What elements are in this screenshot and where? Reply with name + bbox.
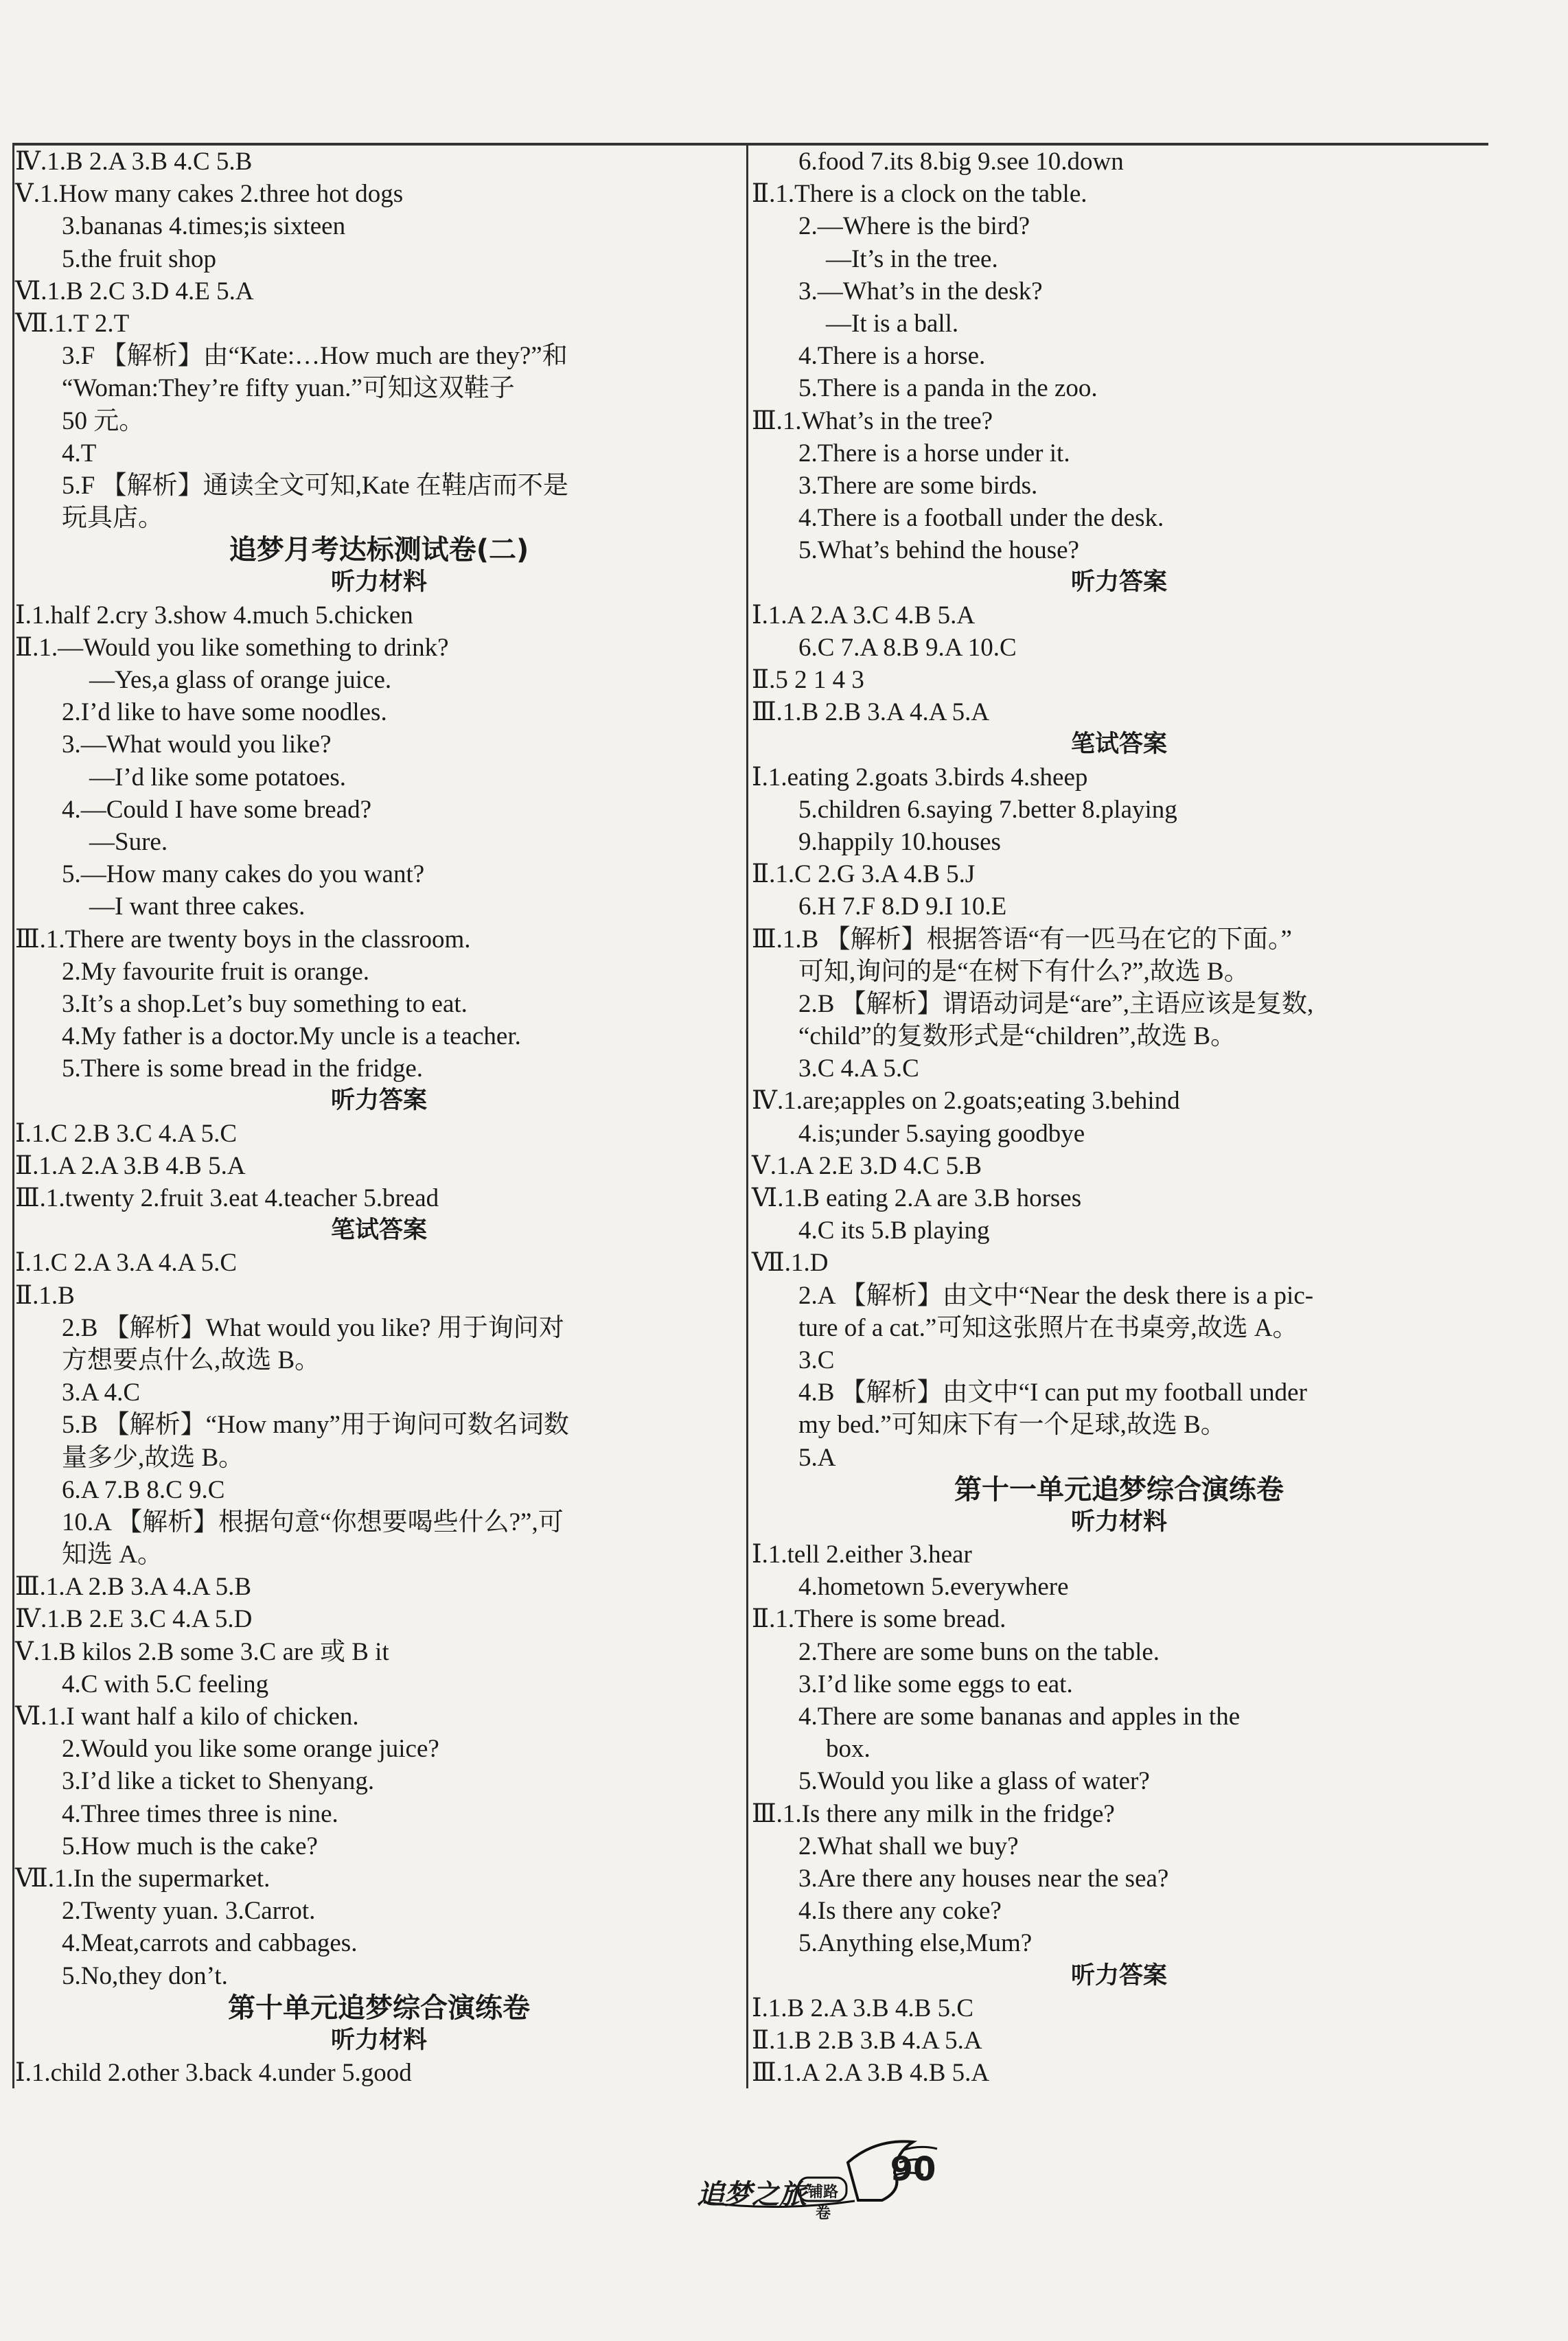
answer-line: 2.Twenty yuan. 3.Carrot.	[62, 1897, 316, 1926]
answer-line: Ⅲ.1.A 2.A 3.B 4.B 5.A	[752, 2059, 990, 2088]
section-heading: 第十单元追梦综合演练卷	[228, 1992, 530, 2024]
answer-line: 3.C 4.A 5.C	[798, 1054, 919, 1083]
answer-line: 可知,询问的是“在树下有什么?”,故选 B。	[798, 957, 1249, 986]
answer-line: Ⅵ.1.I want half a kilo of chicken.	[15, 1703, 359, 1731]
logo-badge: 铺路卷	[807, 2184, 838, 2222]
answer-line: —I’d like some potatoes.	[89, 763, 347, 792]
answer-line: Ⅲ.1.What’s in the tree?	[752, 406, 993, 435]
answer-line: Ⅳ.1.are;apples on 2.goats;eating 3.behind	[752, 1087, 1180, 1116]
answer-line: Ⅴ.1.B kilos 2.B some 3.C are 或 B it	[15, 1637, 389, 1666]
right-column	[752, 146, 1486, 2089]
logo-text: 追梦之旅	[697, 2179, 807, 2211]
subsection-heading: 听力材料	[330, 568, 427, 597]
answer-line: 2.B 【解析】谓语动词是“are”,主语应该是复数,	[798, 989, 1314, 1018]
answer-line: 2.I’d like to have some noodles.	[62, 698, 387, 727]
answer-line: 5.There is some bread in the fridge.	[62, 1054, 424, 1083]
answer-line: 4.C with 5.C feeling	[62, 1670, 269, 1698]
answer-line: my bed.”可知床下有一个足球,故选 B。	[798, 1411, 1226, 1440]
answer-line: 3.It’s a shop.Let’s buy something to eat.	[62, 989, 468, 1018]
answer-line: 3.—What would you like?	[62, 730, 332, 759]
answer-line: 4.My father is a doctor.My uncle is a teacher.	[62, 1022, 521, 1051]
answer-line: 50 元。	[62, 406, 145, 435]
answer-line: 4.Meat,carrots and cabbages.	[62, 1929, 358, 1958]
subsection-heading: 听力答案	[1070, 1961, 1167, 1990]
subsection-heading: 笔试答案	[1070, 730, 1167, 759]
answer-line: 3.I’d like a ticket to Shenyang.	[62, 1767, 375, 1796]
subsection-heading: 听力材料	[330, 2026, 427, 2054]
answer-line: 5.children 6.saying 7.better 8.playing	[798, 795, 1177, 824]
answer-line: Ⅰ.1.child 2.other 3.back 4.under 5.good	[15, 2059, 412, 2088]
answer-line: 4.There is a horse.	[798, 342, 986, 371]
answer-line: 6.C 7.A 8.B 9.A 10.C	[798, 633, 1017, 662]
answer-line: 9.happily 10.houses	[798, 827, 1001, 856]
answer-line: Ⅱ.1.C 2.G 3.A 4.B 5.J	[752, 860, 976, 889]
answer-line: Ⅵ.1.B 2.C 3.D 4.E 5.A	[15, 277, 254, 305]
left-rule	[12, 146, 14, 2088]
subsection-heading: 听力答案	[330, 1087, 427, 1115]
answer-line: 2.There are some buns on the table.	[798, 1637, 1160, 1666]
answer-line: Ⅱ.1.—Would you like something to drink?	[15, 633, 449, 662]
answer-line: 4.There are some bananas and apples in the	[798, 1703, 1241, 1731]
answer-line: 3.Are there any houses near the sea?	[798, 1864, 1169, 1893]
answer-line: 5.Anything else,Mum?	[798, 1929, 1033, 1958]
answer-line: Ⅶ.1.D	[752, 1249, 829, 1278]
answer-line: 量多少,故选 B。	[62, 1443, 244, 1472]
answer-line: Ⅱ.1.B	[15, 1281, 75, 1310]
answer-line: Ⅲ.1.There are twenty boys in the classroom.	[15, 925, 471, 954]
answer-line: Ⅱ.1.There is some bread.	[752, 1605, 1006, 1634]
answer-line: Ⅳ.1.B 2.A 3.B 4.C 5.B	[15, 148, 253, 176]
answer-line: Ⅲ.1.B 2.B 3.A 4.A 5.A	[752, 698, 990, 727]
answer-line: 5.How much is the cake?	[62, 1832, 318, 1860]
answer-line: 10.A 【解析】根据句意“你想要喝些什么?”,可	[62, 1508, 564, 1536]
answer-line: 3.I’d like some eggs to eat.	[798, 1670, 1073, 1698]
answer-line: Ⅴ.1.How many cakes 2.three hot dogs	[15, 180, 404, 209]
answer-line: Ⅰ.1.tell 2.either 3.hear	[752, 1541, 972, 1569]
answer-line: 3.C	[798, 1346, 835, 1374]
answer-line: 2.B 【解析】What would you like? 用于询问对	[62, 1313, 564, 1342]
answer-line: —Yes,a glass of orange juice.	[89, 666, 392, 694]
answer-line: 4.B 【解析】由文中“I can put my football under	[798, 1379, 1307, 1407]
column-divider	[746, 146, 748, 2088]
answer-line: 4.Three times three is nine.	[62, 1799, 338, 1828]
answer-line: 玩具店。	[62, 504, 163, 533]
answer-line: 2.A 【解析】由文中“Near the desk there is a pic-	[798, 1281, 1314, 1310]
answer-line: 5.Would you like a glass of water?	[798, 1767, 1150, 1796]
answer-line: Ⅲ.1.A 2.B 3.A 4.A 5.B	[15, 1573, 252, 1602]
answer-line: Ⅶ.1.T 2.T	[15, 309, 130, 338]
page-footer	[0, 2135, 1568, 2222]
answer-line: box.	[826, 1735, 871, 1764]
answer-line: —It’s in the tree.	[826, 244, 998, 273]
answer-line: 4.Is there any coke?	[798, 1897, 1002, 1926]
answer-line: 5.B 【解析】“How many”用于询问可数名词数	[62, 1411, 569, 1440]
answer-line: 3.There are some birds.	[798, 471, 1038, 500]
answer-line: 2.What shall we buy?	[798, 1832, 1019, 1860]
answer-line: 2.—Where is the bird?	[798, 212, 1030, 241]
section-heading: 追梦月考达标测试卷(二)	[229, 534, 529, 566]
answer-line: 2.My favourite fruit is orange.	[62, 957, 369, 986]
answer-line: Ⅱ.1.A 2.A 3.B 4.B 5.A	[15, 1151, 246, 1180]
answer-line: 4.C its 5.B playing	[798, 1216, 990, 1245]
answer-line: 4.is;under 5.saying goodbye	[798, 1119, 1085, 1148]
answer-line: Ⅰ.1.A 2.A 3.C 4.B 5.A	[752, 601, 976, 630]
answer-line: 5.F 【解析】通读全文可知,Kate 在鞋店而不是	[62, 471, 568, 500]
answer-line: Ⅱ.5 2 1 4 3	[752, 666, 864, 694]
answer-line: 6.H 7.F 8.D 9.I 10.E	[798, 892, 1007, 921]
answer-line: Ⅲ.1.twenty 2.fruit 3.eat 4.teacher 5.bread	[15, 1184, 439, 1212]
answer-line: Ⅱ.1.There is a clock on the table.	[752, 180, 1087, 209]
answer-line: 知选 A。	[62, 1541, 163, 1569]
subsection-heading: 听力答案	[1070, 568, 1167, 597]
answer-line: 3.bananas 4.times;is sixteen	[62, 212, 346, 241]
answer-line: 4.T	[62, 439, 97, 468]
answer-line: Ⅰ.1.B 2.A 3.B 4.B 5.C	[752, 1994, 974, 2022]
answer-line: 3.F 【解析】由“Kate:…How much are they?”和	[62, 342, 568, 371]
answer-line: Ⅶ.1.In the supermarket.	[15, 1864, 270, 1893]
answer-line: 4.—Could I have some bread?	[62, 795, 372, 824]
answer-line: 4.hometown 5.everywhere	[798, 1573, 1069, 1602]
left-column	[15, 146, 743, 2089]
answer-line: 5.No,they don’t.	[62, 1961, 228, 1990]
answer-line: Ⅰ.1.C 2.A 3.A 4.A 5.C	[15, 1249, 238, 1278]
page-number: 90	[890, 2150, 936, 2189]
answer-line: 5.What’s behind the house?	[798, 536, 1079, 565]
answer-line: Ⅰ.1.C 2.B 3.C 4.A 5.C	[15, 1119, 238, 1148]
answer-line: 5.the fruit shop	[62, 244, 217, 273]
answer-line: Ⅴ.1.A 2.E 3.D 4.C 5.B	[752, 1151, 982, 1180]
answer-line: Ⅳ.1.B 2.E 3.C 4.A 5.D	[15, 1605, 253, 1634]
answer-line: 2.There is a horse under it.	[798, 439, 1070, 468]
answer-line: 5.—How many cakes do you want?	[62, 860, 425, 889]
answer-line: 6.A 7.B 8.C 9.C	[62, 1475, 225, 1504]
answer-line: Ⅰ.1.half 2.cry 3.show 4.much 5.chicken	[15, 601, 413, 630]
answer-line: “Woman:They’re fifty yuan.”可知这双鞋子	[62, 374, 515, 403]
answer-line: —I want three cakes.	[89, 892, 305, 921]
answer-line: 5.A	[798, 1443, 836, 1472]
answer-line: 5.There is a panda in the zoo.	[798, 374, 1098, 403]
answer-line: 4.There is a football under the desk.	[798, 504, 1164, 533]
answer-line: 3.A 4.C	[62, 1379, 141, 1407]
section-heading: 第十一单元追梦综合演练卷	[954, 1473, 1284, 1506]
answer-line: Ⅱ.1.B 2.B 3.B 4.A 5.A	[752, 2026, 982, 2055]
answer-line: ture of a cat.”可知这张照片在书桌旁,故选 A。	[798, 1313, 1298, 1342]
answer-line: —Sure.	[89, 827, 168, 856]
answer-line: Ⅵ.1.B eating 2.A are 3.B horses	[752, 1184, 1082, 1212]
answer-line: 2.Would you like some orange juice?	[62, 1735, 439, 1764]
answer-line: Ⅰ.1.eating 2.goats 3.birds 4.sheep	[752, 763, 1088, 792]
subsection-heading: 听力材料	[1070, 1508, 1167, 1536]
subsection-heading: 笔试答案	[330, 1216, 427, 1245]
answer-line: 3.—What’s in the desk?	[798, 277, 1043, 305]
answer-line: Ⅲ.1.B 【解析】根据答语“有一匹马在它的下面。”	[752, 925, 1292, 954]
answer-line: Ⅲ.1.Is there any milk in the fridge?	[752, 1799, 1115, 1828]
answer-line: 6.food 7.its 8.big 9.see 10.down	[798, 148, 1124, 176]
answer-line: “child”的复数形式是“children”,故选 B。	[798, 1022, 1236, 1051]
answer-line: —It is a ball.	[826, 309, 959, 338]
answer-line: 方想要点什么,故选 B。	[62, 1346, 321, 1374]
